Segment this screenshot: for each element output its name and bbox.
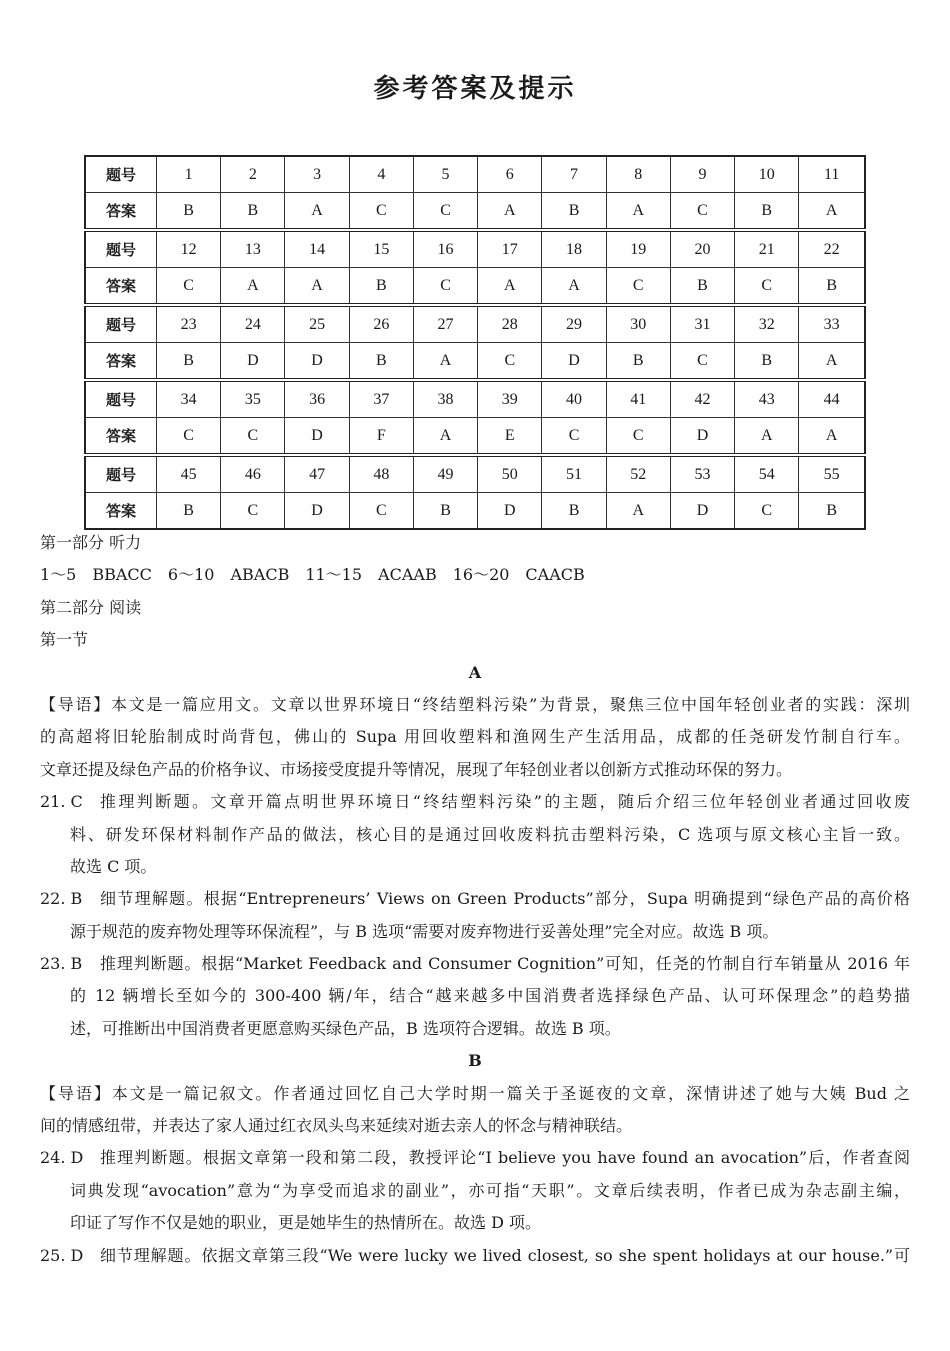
answer-cell: C bbox=[735, 493, 799, 530]
answer-cell: D bbox=[542, 343, 606, 381]
question-number-cell: 48 bbox=[349, 455, 413, 493]
answer-cell: C bbox=[157, 418, 221, 456]
explanation-line bbox=[40, 786, 910, 818]
question-number-cell: 9 bbox=[670, 156, 734, 193]
answer-row bbox=[85, 493, 865, 530]
answer-cell: B bbox=[606, 343, 670, 381]
answer-cell: B bbox=[799, 493, 865, 530]
question-number-cell: 14 bbox=[285, 230, 349, 268]
question-number-cell: 2 bbox=[221, 156, 285, 193]
question-number-cell: 25 bbox=[285, 305, 349, 343]
answer-cell: B bbox=[157, 493, 221, 530]
question-number-cell: 21 bbox=[735, 230, 799, 268]
question-label: 题号 bbox=[85, 156, 157, 193]
explanation-line bbox=[40, 1240, 910, 1272]
question-number-cell: 40 bbox=[542, 380, 606, 418]
answer-label: 答案 bbox=[85, 268, 157, 306]
question-number-cell: 33 bbox=[799, 305, 865, 343]
question-number-cell: 54 bbox=[735, 455, 799, 493]
question-number-cell: 44 bbox=[799, 380, 865, 418]
question-number-cell: 23 bbox=[157, 305, 221, 343]
question-label: 题号 bbox=[85, 455, 157, 493]
question-number-cell: 26 bbox=[349, 305, 413, 343]
question-number-cell: 24 bbox=[221, 305, 285, 343]
question-number-cell: 27 bbox=[413, 305, 477, 343]
explanation-line: 的 12 辆增长至如今的 300-400 辆/年，结合“越来越多中国消费者选择绿色产品、认可环保理念”的趋势描 bbox=[70, 986, 910, 1006]
answer-cell: C bbox=[157, 268, 221, 306]
answer-cell: A bbox=[542, 268, 606, 306]
question-number-cell: 39 bbox=[478, 380, 542, 418]
question-label: 题号 bbox=[85, 230, 157, 268]
explanation-text: 细节理解题。依据文章第三段“We were lucky we lived closest, so she spent holidays at our house.”可 bbox=[100, 1245, 910, 1265]
question-number-cell: 1 bbox=[157, 156, 221, 193]
answer-cell: B bbox=[349, 268, 413, 306]
question-number-cell: 3 bbox=[285, 156, 349, 193]
answer-label: 答案 bbox=[85, 493, 157, 530]
answer-cell: D bbox=[285, 343, 349, 381]
answer-cell: D bbox=[670, 418, 734, 456]
question-number-cell: 6 bbox=[478, 156, 542, 193]
question-number-cell: 31 bbox=[670, 305, 734, 343]
question-number-cell: 4 bbox=[349, 156, 413, 193]
explanation-text: 推理判断题。文章开篇点明世界环境日“终结塑料污染”的主题，随后介绍三位年轻创业者通过回收废 bbox=[100, 792, 910, 812]
answer-explanations bbox=[40, 527, 910, 1272]
question-number-row bbox=[85, 156, 865, 193]
question-label: 题号 bbox=[85, 380, 157, 418]
answer-cell: B bbox=[735, 193, 799, 231]
answer-cell: D bbox=[478, 493, 542, 530]
passage-intro-line: 的高超将旧轮胎制成时尚背包，佛山的 Supa 用回收塑料和渔网生产生活用品，成都的任尧研发竹制自行车。 bbox=[40, 727, 910, 747]
question-answer: 22. B bbox=[40, 889, 83, 909]
answer-cell: A bbox=[735, 418, 799, 456]
question-number-cell: 10 bbox=[735, 156, 799, 193]
explanation-line: 源于规范的废弃物处理等环保流程”，与 B 选项“需要对废弃物进行妥善处理”完全对应。故选 B 项。 bbox=[70, 921, 779, 941]
answer-cell: A bbox=[478, 193, 542, 231]
explanation-line: 料、研发环保材料制作产品的做法，核心目的是通过回收废料抗击塑料污染，C 选项与原文核心主旨一致。 bbox=[70, 824, 910, 844]
answer-cell: A bbox=[285, 268, 349, 306]
answer-cell: D bbox=[670, 493, 734, 530]
explanation-line bbox=[40, 1142, 910, 1174]
question-number-cell: 19 bbox=[606, 230, 670, 268]
question-number-cell: 29 bbox=[542, 305, 606, 343]
answer-cell: C bbox=[606, 418, 670, 456]
question-number-row bbox=[85, 230, 865, 268]
answer-cell: C bbox=[478, 343, 542, 381]
answer-label: 答案 bbox=[85, 418, 157, 456]
question-number-cell: 50 bbox=[478, 455, 542, 493]
passage-intro-line: 间的情感纽带，并表达了家人通过红衣凤头鸟来延续对逝去亲人的怀念与精神联结。 bbox=[40, 1116, 633, 1136]
part1-heading: 第一部分 听力 bbox=[40, 533, 142, 552]
question-number-cell: 28 bbox=[478, 305, 542, 343]
question-answer: 21. C bbox=[40, 792, 83, 812]
answer-cell: A bbox=[478, 268, 542, 306]
explanation-text: 细节理解题。根据“Entrepreneurs’ Views on Green Products”部分，Supa 明确提到“绿色产品的高价格 bbox=[100, 889, 910, 909]
question-number-cell: 49 bbox=[413, 455, 477, 493]
answer-cell: A bbox=[221, 268, 285, 306]
explanation-line: 述，可推断出中国消费者更愿意购买绿色产品，B 选项符合逻辑。故选 B 项。 bbox=[70, 1018, 621, 1038]
section-heading: 第一节 bbox=[40, 630, 89, 650]
part2-heading: 第二部分 阅读 bbox=[40, 597, 142, 617]
answer-cell: E bbox=[478, 418, 542, 456]
question-number-row bbox=[85, 455, 865, 493]
answer-cell: B bbox=[157, 193, 221, 231]
explanation-line: 印证了写作不仅是她的职业，更是她毕生的热情所在。故选 D 项。 bbox=[70, 1213, 542, 1233]
answer-row bbox=[85, 193, 865, 231]
answer-cell: D bbox=[285, 418, 349, 456]
answer-cell: A bbox=[413, 343, 477, 381]
question-number-cell: 52 bbox=[606, 455, 670, 493]
question-number-cell: 16 bbox=[413, 230, 477, 268]
answer-cell: C bbox=[735, 268, 799, 306]
part1-answers: 1～5 BBACC 6～10 ABACB 11～15 ACAAB 16～20 CAACB bbox=[40, 565, 585, 585]
answer-cell: C bbox=[606, 268, 670, 306]
answer-cell: B bbox=[349, 343, 413, 381]
page-title: 参考答案及提示 bbox=[373, 74, 577, 104]
question-answer: 23. B bbox=[40, 954, 83, 974]
answer-cell: A bbox=[606, 193, 670, 231]
answer-cell: B bbox=[221, 193, 285, 231]
question-number-cell: 18 bbox=[542, 230, 606, 268]
question-number-cell: 15 bbox=[349, 230, 413, 268]
question-number-cell: 13 bbox=[221, 230, 285, 268]
answer-label: 答案 bbox=[85, 193, 157, 231]
question-number-cell: 37 bbox=[349, 380, 413, 418]
answer-cell: C bbox=[221, 493, 285, 530]
question-number-cell: 22 bbox=[799, 230, 865, 268]
answer-row bbox=[85, 343, 865, 381]
answer-cell: A bbox=[606, 493, 670, 530]
question-number-cell: 11 bbox=[799, 156, 865, 193]
explanation-line bbox=[40, 948, 910, 980]
question-number-row bbox=[85, 305, 865, 343]
answer-cell: C bbox=[413, 268, 477, 306]
question-number-cell: 32 bbox=[735, 305, 799, 343]
answer-table bbox=[84, 155, 866, 530]
answer-cell: C bbox=[349, 493, 413, 530]
question-number-cell: 38 bbox=[413, 380, 477, 418]
answer-cell: F bbox=[349, 418, 413, 456]
answer-cell: A bbox=[413, 418, 477, 456]
answer-cell: C bbox=[542, 418, 606, 456]
explanation-line: 故选 C 项。 bbox=[70, 856, 157, 876]
question-number-cell: 51 bbox=[542, 455, 606, 493]
answer-cell: D bbox=[285, 493, 349, 530]
question-number-cell: 36 bbox=[285, 380, 349, 418]
question-number-cell: 20 bbox=[670, 230, 734, 268]
answer-cell: C bbox=[221, 418, 285, 456]
answer-cell: D bbox=[221, 343, 285, 381]
question-number-cell: 5 bbox=[413, 156, 477, 193]
passage-intro-line: 【导语】本文是一篇记叙文。作者通过回忆自己大学时期一篇关于圣诞夜的文章，深情讲述了她与大姨 Bud 之 bbox=[40, 1083, 910, 1103]
question-number-cell: 8 bbox=[606, 156, 670, 193]
question-number-cell: 34 bbox=[157, 380, 221, 418]
question-number-cell: 47 bbox=[285, 455, 349, 493]
answer-cell: C bbox=[670, 343, 734, 381]
answer-cell: B bbox=[735, 343, 799, 381]
passage-label: B bbox=[468, 1051, 482, 1071]
answer-row bbox=[85, 418, 865, 456]
answer-cell: C bbox=[349, 193, 413, 231]
answer-cell: B bbox=[157, 343, 221, 381]
answer-cell: A bbox=[799, 343, 865, 381]
explanation-line: 词典发现“avocation”意为“为享受而追求的副业”，亦可指“天职”。文章后续表明，作者已成为杂志副主编， bbox=[70, 1180, 910, 1200]
question-number-cell: 41 bbox=[606, 380, 670, 418]
passage-label: A bbox=[468, 662, 482, 682]
question-number-cell: 30 bbox=[606, 305, 670, 343]
question-number-cell: 12 bbox=[157, 230, 221, 268]
answer-cell: C bbox=[670, 193, 734, 231]
question-label: 题号 bbox=[85, 305, 157, 343]
question-number-cell: 35 bbox=[221, 380, 285, 418]
answer-cell: B bbox=[542, 493, 606, 530]
question-number-cell: 55 bbox=[799, 455, 865, 493]
explanation-line bbox=[40, 883, 910, 915]
question-number-cell: 43 bbox=[735, 380, 799, 418]
explanation-text: 推理判断题。根据文章第一段和第二段，教授评论“I believe you have found an avocation”后，作者查阅 bbox=[100, 1148, 910, 1168]
answer-cell: B bbox=[670, 268, 734, 306]
answer-cell: B bbox=[799, 268, 865, 306]
answer-cell: C bbox=[413, 193, 477, 231]
answer-row bbox=[85, 268, 865, 306]
answer-cell: A bbox=[799, 418, 865, 456]
answer-cell: A bbox=[799, 193, 865, 231]
question-number-cell: 53 bbox=[670, 455, 734, 493]
answer-cell: B bbox=[542, 193, 606, 231]
answer-cell: B bbox=[413, 493, 477, 530]
question-number-cell: 17 bbox=[478, 230, 542, 268]
question-number-cell: 46 bbox=[221, 455, 285, 493]
question-number-cell: 7 bbox=[542, 156, 606, 193]
passage-intro-line: 【导语】本文是一篇应用文。文章以世界环境日“终结塑料污染”为背景，聚焦三位中国年轻创业者的实践：深圳 bbox=[40, 694, 910, 714]
answer-label: 答案 bbox=[85, 343, 157, 381]
explanation-text: 推理判断题。根据“Market Feedback and Consumer Cognition”可知，任尧的竹制自行车销量从 2016 年 bbox=[100, 954, 910, 974]
question-answer: 25. D bbox=[40, 1245, 84, 1265]
question-answer: 24. D bbox=[40, 1148, 84, 1168]
question-number-row bbox=[85, 380, 865, 418]
question-number-cell: 42 bbox=[670, 380, 734, 418]
question-number-cell: 45 bbox=[157, 455, 221, 493]
answer-cell: A bbox=[285, 193, 349, 231]
passage-intro-line: 文章还提及绿色产品的价格争议、市场接受度提升等情况，展现了年轻创业者以创新方式推动环保的努力。 bbox=[40, 759, 793, 779]
